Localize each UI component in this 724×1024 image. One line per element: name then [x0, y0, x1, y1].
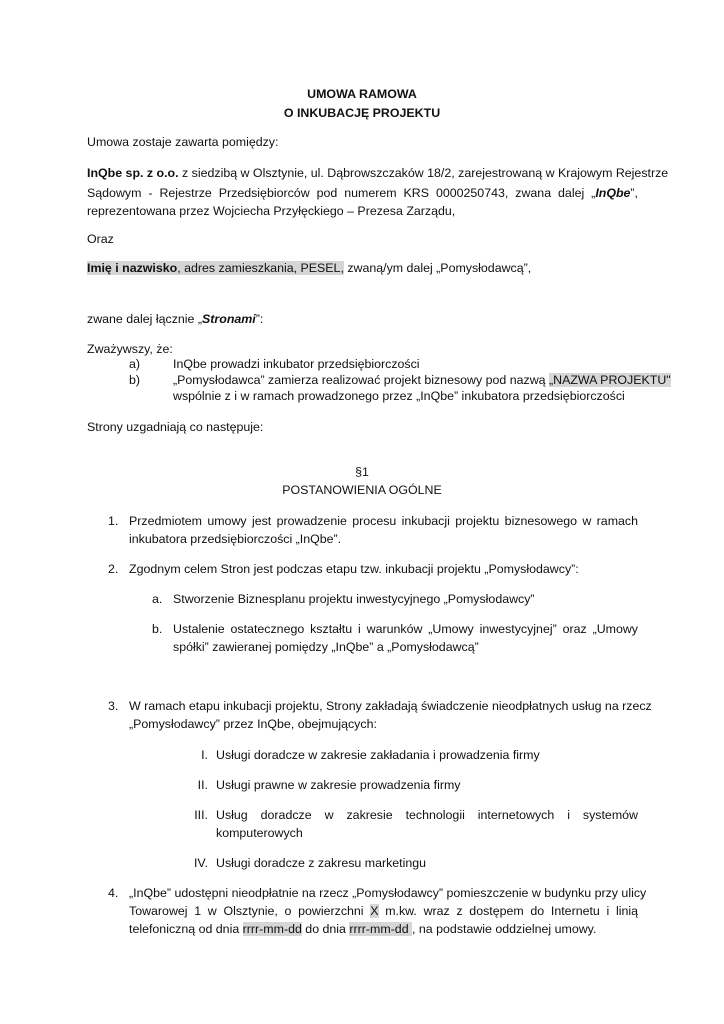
- whereas-label: Zważywszy, że:: [87, 342, 173, 356]
- service-3-word: i: [567, 808, 570, 822]
- service-marker-4: IV.: [193, 856, 208, 870]
- party2-rest: zwaną/ym dalej „Pomysłodawcą”,: [343, 261, 532, 275]
- p1-line-1: Przedmiotem umowy jest prowadzenie procesu inkubacji projektu biznesowego w ramach: [129, 514, 638, 528]
- p2-line-1: Zgodnym celem Stron jest podczas etapu tzw. inkubacji projektu „Pomysłodawcy”:: [129, 562, 579, 576]
- party1-line-2: [87, 185, 638, 201]
- party1-line1-rest: z siedzibą w Olsztynie, ul. Dąbrowszczaków 18/2, zarejestrowaną w Krajowym Rejestrze: [178, 166, 669, 180]
- p2b-line-1: Ustalenie ostatecznego kształtu i warunków „Umowy inwestycyjnej” oraz „Umowy: [173, 622, 638, 636]
- service-3-line-1: [216, 807, 638, 823]
- title-line-2: O INKUBACJĘ PROJEKTU: [283, 106, 441, 120]
- p1-line-2: inkubatora przedsiębiorczości „InQbe”.: [129, 532, 342, 546]
- section-number: §1: [355, 465, 369, 479]
- service-3-word: internetowych: [477, 808, 555, 822]
- party1-name: InQbe sp. z o.o.: [87, 166, 179, 180]
- date-to-placeholder: rrrr-mm-dd: [349, 922, 413, 936]
- p4-line2-b: m.kw. wraz z dostępem do Internetu i linią: [378, 904, 638, 918]
- party2-name-placeholder: Imię i nazwisko: [87, 261, 178, 275]
- strony-line: [87, 311, 263, 327]
- service-3-word: systemów: [582, 808, 638, 822]
- whereas-item-a: InQbe prowadzi inkubator przedsiębiorczości: [173, 357, 420, 371]
- strony-term: Stronami: [202, 312, 256, 326]
- p4-line3-b: do dnia: [301, 922, 350, 936]
- service-marker-2: II.: [197, 778, 208, 792]
- oraz-text: Oraz: [87, 232, 114, 246]
- date-from-placeholder: rrrr-mm-dd: [242, 922, 302, 936]
- party1-line2-a: Sądowym - Rejestrze Przedsiębiorców pod numerem KRS 0000250743, zwana dalej „: [87, 186, 596, 200]
- p1-marker: 1.: [108, 514, 119, 528]
- service-3-word: w: [324, 808, 334, 822]
- whereas-item-b: [173, 372, 671, 388]
- title-line-1: UMOWA RAMOWA: [307, 87, 417, 101]
- p4-line3-c: , na podstawie oddzielnej umowy.: [412, 922, 597, 936]
- service-3-word: technologii: [405, 808, 465, 822]
- party2-line: [87, 260, 531, 276]
- p4-line2-a: Towarowej 1 w Olsztynie, o powierzchni: [129, 904, 371, 918]
- whereas-item-b-text: „Pomysłodawca” zamierza realizować projekt biznesowy pod nazwą: [173, 373, 550, 387]
- service-1: Usługi doradcze w zakresie zakładania i prowadzenia firmy: [216, 748, 540, 762]
- whereas-marker-b: b): [129, 373, 141, 387]
- p4-line-1: „InQbe” udostępni nieodpłatnie na rzecz „Pomysłodawcy” pomieszczenie w budynku przy ulicy: [129, 886, 647, 900]
- p2b-marker: b.: [152, 622, 163, 636]
- service-3-line-2: komputerowych: [216, 826, 303, 840]
- service-marker-3: III.: [194, 808, 208, 822]
- p4-marker: 4.: [108, 886, 119, 900]
- service-3-word: zakresie: [346, 808, 393, 822]
- intro-text: Umowa zostaje zawarta pomiędzy:: [87, 135, 279, 149]
- service-4: Usługi doradcze z zakresu marketingu: [216, 856, 427, 870]
- party1-line-1: [87, 165, 669, 181]
- party1-brand: InQbe: [595, 186, 631, 200]
- agree-text: Strony uzgadniają co następuje:: [87, 420, 264, 434]
- party2-details-placeholder: , adres zamieszkania, PESEL,: [177, 261, 344, 275]
- p2-marker: 2.: [108, 562, 119, 576]
- p2b-line-2: spółki” zawieranej pomiędzy „InQbe” a „Pomysłodawcą”: [173, 640, 479, 654]
- area-placeholder: X: [370, 904, 379, 918]
- p4-line-3: [129, 921, 596, 937]
- party1-line2-c: ”,: [630, 186, 638, 200]
- p3-line-1: W ramach etapu inkubacji projektu, Strony zakładają świadczenie nieodpłatnych usług na rzecz: [129, 699, 652, 713]
- service-marker-1: I.: [201, 748, 208, 762]
- whereas-item-b-cont: wspólnie z i w ramach prowadzonego przez „InQbe” inkubatora przedsiębiorczości: [173, 389, 625, 403]
- party1-line-3: reprezentowana przez Wojciecha Przyłęckiego – Prezesa Zarządu,: [87, 204, 456, 218]
- p3-marker: 3.: [108, 699, 119, 713]
- service-3-word: Usług: [216, 808, 248, 822]
- p3-line-2: „Pomysłodawcy” przez InQbe, obejmujących:: [129, 717, 377, 731]
- service-3-word: doradcze: [260, 808, 312, 822]
- p4-line3-a: telefoniczną od dnia: [129, 922, 243, 936]
- p4-line-2: [129, 903, 638, 919]
- section-heading: POSTANOWIENIA OGÓLNE: [282, 483, 442, 497]
- strony-prefix: zwane dalej łącznie „: [87, 312, 203, 326]
- p2a-line-1: Stworzenie Biznesplanu projektu inwestycyjnego „Pomysłodawcy”: [173, 592, 535, 606]
- project-name-placeholder: „NAZWA PROJEKTU": [549, 373, 671, 387]
- whereas-marker-a: a): [129, 357, 141, 371]
- service-2: Usługi prawne w zakresie prowadzenia firmy: [216, 778, 461, 792]
- strony-suffix: ”:: [255, 312, 264, 326]
- p2a-marker: a.: [152, 592, 163, 606]
